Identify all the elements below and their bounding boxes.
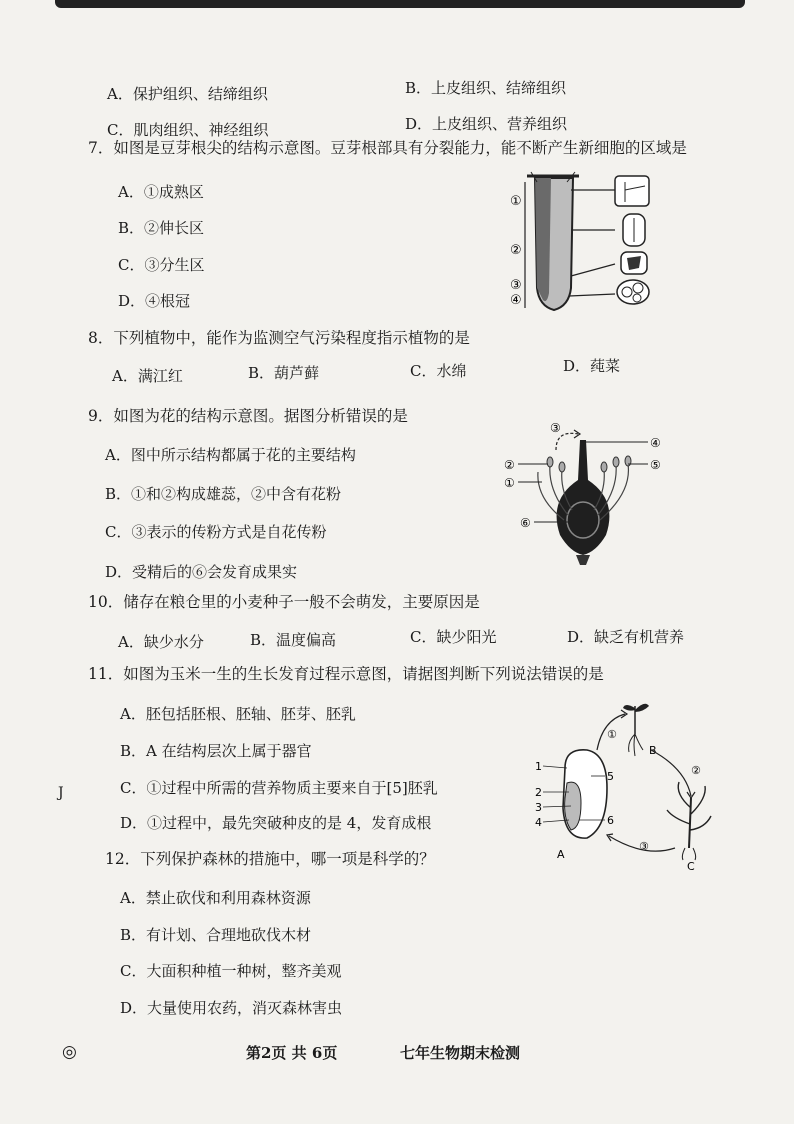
flower-label-5: ⑤ bbox=[650, 458, 661, 472]
q11-stem: 11．如图为玉米一生的生长发育过程示意图，请据图判断下列说法错误的是 bbox=[88, 665, 604, 683]
q11-option-b: B．A 在结构层次上属于器官 bbox=[120, 742, 312, 760]
arrow-2 bbox=[651, 750, 691, 796]
flower-label-1: ① bbox=[504, 476, 515, 490]
q9-option-b: B．①和②构成雄蕊，②中含有花粉 bbox=[105, 485, 342, 503]
q7-option-c: C．③分生区 bbox=[118, 256, 205, 274]
q9-stem: 9．如图为花的结构示意图。据图分析错误的是 bbox=[88, 407, 408, 425]
q11-option-a: A．胚包括胚根、胚轴、胚芽、胚乳 bbox=[120, 705, 356, 723]
q7-stem: 7．如图是豆芽根尖的结构示意图。豆芽根部具有分裂能力，能不断产生新细胞的区域是 bbox=[88, 139, 687, 157]
q7-option-d: D．④根冠 bbox=[118, 292, 191, 310]
q10-option-a: A．缺少水分 bbox=[118, 633, 204, 651]
process-label-3: ③ bbox=[639, 840, 649, 853]
q12-option-c: C．大面积种植一种树，整齐美观 bbox=[120, 962, 342, 980]
q10-option-d: D．缺乏有机营养 bbox=[567, 628, 685, 646]
root-label-2: ② bbox=[510, 243, 522, 258]
root-tip-diagram bbox=[505, 168, 665, 318]
q8-option-c: C．水绵 bbox=[410, 362, 467, 380]
root-label-3: ③ bbox=[510, 278, 522, 293]
root-label-4: ④ bbox=[510, 293, 522, 308]
corn-lifecycle-diagram bbox=[535, 698, 720, 874]
q7-option-a: A．①成熟区 bbox=[118, 183, 204, 201]
q11-option-c: C．①过程中所需的营养物质主要来自于[5]胚乳 bbox=[120, 779, 438, 797]
root-label-1: ① bbox=[510, 194, 522, 209]
q8-option-b: B．葫芦藓 bbox=[248, 364, 320, 382]
q10-option-b: B．温度偏高 bbox=[250, 631, 337, 649]
stage-label-a: A bbox=[557, 848, 565, 861]
q11-option-d: D．①过程中，最先突破种皮的是 4，发育成根 bbox=[120, 814, 432, 832]
q6-option-b: B．上皮组织、结缔组织 bbox=[405, 79, 567, 97]
seed-label-2: 2 bbox=[535, 786, 542, 799]
q8-option-a: A．满江红 bbox=[112, 367, 183, 385]
flower-label-3: ③ bbox=[550, 421, 561, 435]
seedling-roots bbox=[629, 734, 643, 756]
process-label-1: ① bbox=[607, 728, 617, 741]
q9-option-a: A．图中所示结构都属于花的主要结构 bbox=[105, 446, 356, 464]
flower-label-6: ⑥ bbox=[520, 516, 531, 530]
q6-option-d: D．上皮组织、营养组织 bbox=[405, 115, 568, 133]
q9-option-d: D．受精后的⑥会发育成果实 bbox=[105, 563, 298, 581]
exam-title: 七年生物期末检测 bbox=[400, 1044, 521, 1062]
pollination-arrow bbox=[556, 433, 578, 450]
q8-stem: 8．下列植物中，能作为监测空气污染程度指示植物的是 bbox=[88, 329, 470, 347]
q12-stem: 12．下列保护森林的措施中，哪一项是科学的？ bbox=[105, 850, 435, 868]
seed-label-1: 1 bbox=[535, 760, 542, 773]
margin-mark: J bbox=[58, 785, 64, 801]
stage-label-c: C bbox=[687, 860, 695, 873]
q8-option-d: D．莼菜 bbox=[563, 357, 621, 375]
q10-stem: 10．储存在粮仓里的小麦种子一般不会萌发，主要原因是 bbox=[88, 593, 480, 611]
flower-label-2: ② bbox=[504, 458, 515, 472]
q12-option-b: B．有计划、合理地砍伐木材 bbox=[120, 926, 312, 944]
stage-label-b: B bbox=[649, 744, 657, 757]
seed-label-6: 6 bbox=[607, 814, 614, 827]
q12-option-a: A．禁止砍伐和利用森林资源 bbox=[120, 889, 311, 907]
flower-label-4: ④ bbox=[650, 436, 661, 450]
page-number: 第2页 共 6页 bbox=[246, 1044, 338, 1062]
seed-label-3: 3 bbox=[535, 801, 542, 814]
root-tip-shading bbox=[535, 178, 551, 301]
q7-option-b: B．②伸长区 bbox=[118, 219, 205, 237]
process-label-2: ② bbox=[691, 764, 701, 777]
mature-zone-cell bbox=[615, 176, 649, 206]
q9-option-c: C．③表示的传粉方式是自花传粉 bbox=[105, 523, 327, 541]
flower-structure-diagram bbox=[500, 420, 675, 570]
q6-option-c: C．肌肉组织、神经组织 bbox=[107, 121, 269, 139]
registration-mark-icon: ◎ bbox=[62, 1042, 77, 1062]
q6-option-a: A．保护组织、结缔组织 bbox=[107, 85, 268, 103]
q12-option-d: D．大量使用农药，消灭森林害虫 bbox=[120, 999, 343, 1017]
scan-edge-shadow bbox=[55, 0, 745, 8]
corn-plant-stem bbox=[689, 798, 691, 848]
q10-option-c: C．缺少阳光 bbox=[410, 628, 497, 646]
seed-label-4: 4 bbox=[535, 816, 542, 829]
seed-label-5: 5 bbox=[607, 770, 614, 783]
